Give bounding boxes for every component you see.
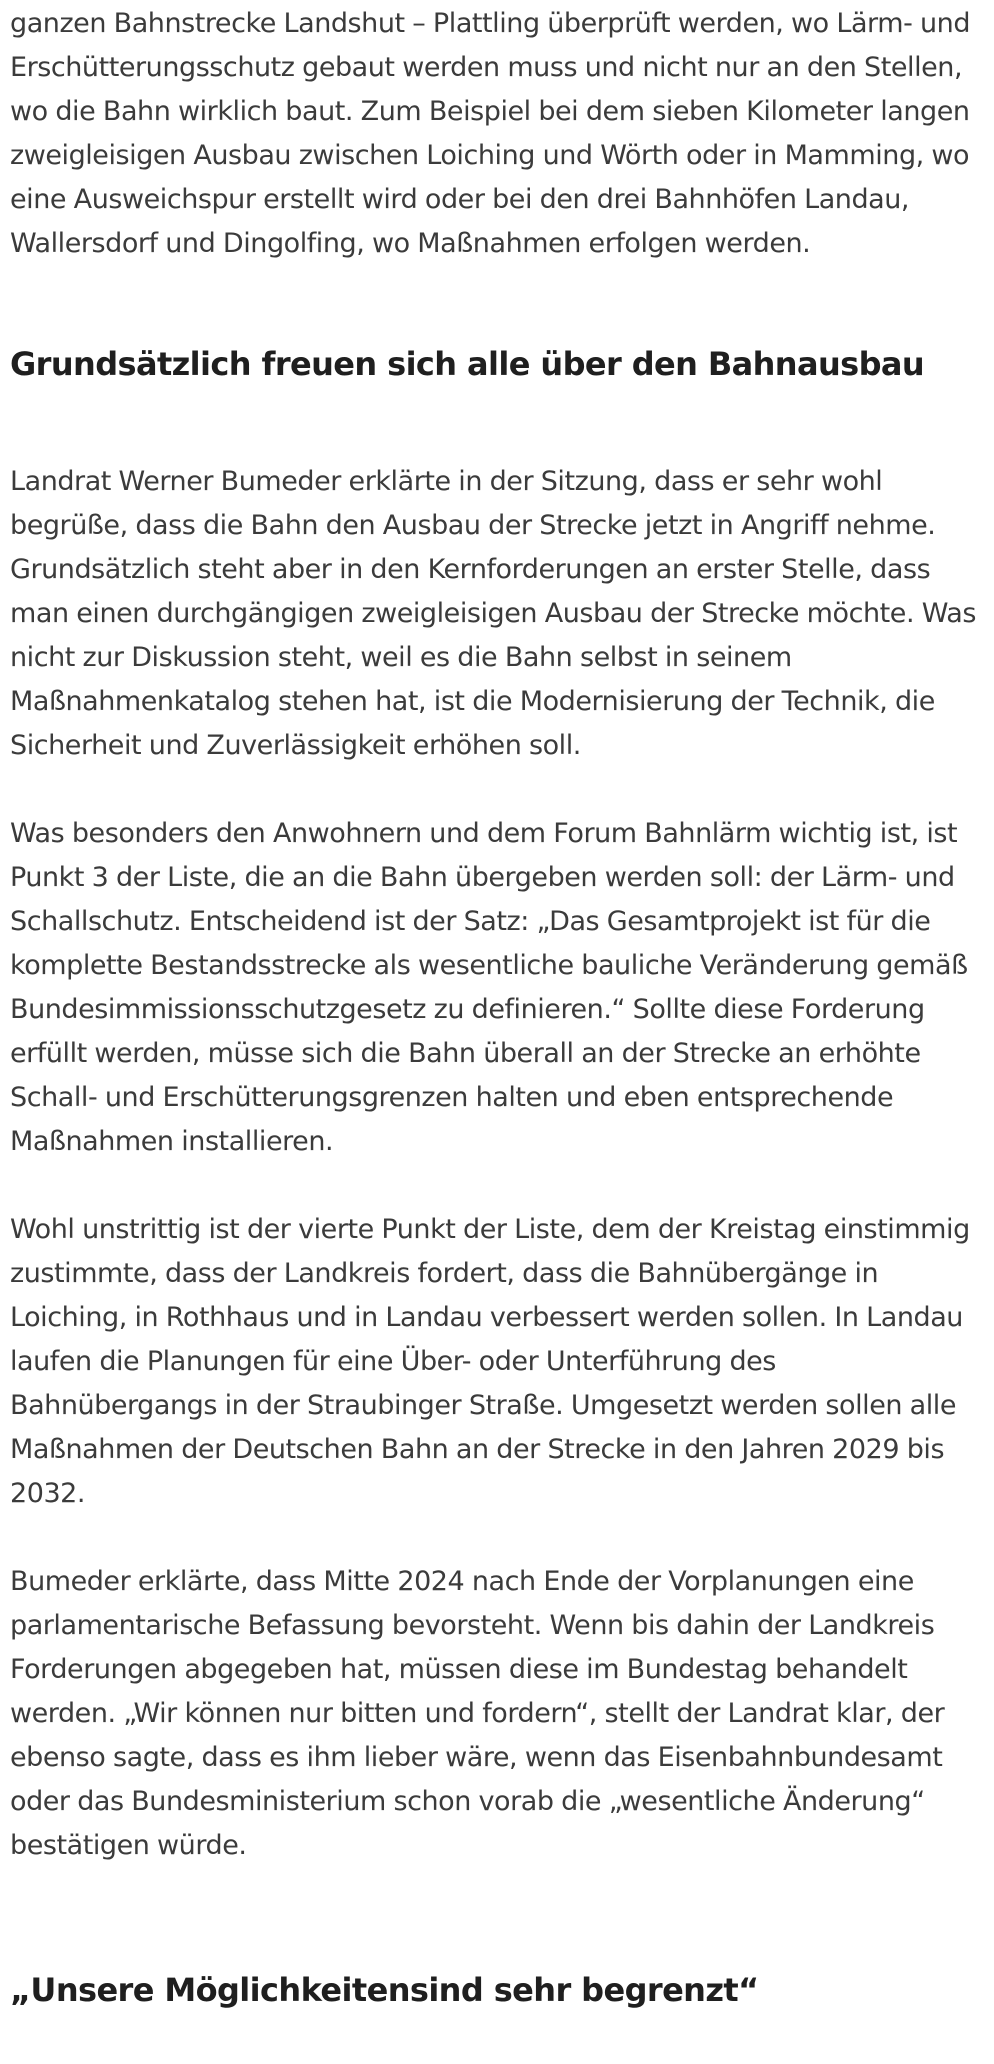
intro-paragraph: ganzen Bahnstrecke Landshut – Plattling überprüft werden, wo Lärm- und Erschütterungsschutz gebaut werden muss und nicht nur an den Stellen, wo die Bahn wirklich baut. Zum Beispiel bei dem sieben Kilometer langen zweigleisigen Ausbau zwischen Loiching und Wörth oder in Mamming, wo eine Ausweichspur erstellt wird oder bei den drei Bahnhöfen Landau, Wallersdorf und Dingolfing, wo Maßnahmen erfolgen werden. xyxy=(10,8,971,259)
paragraph-laermschutz: Was besonders den Anwohnern und dem Forum Bahnlärm wichtig ist, ist Punkt 3 der Liste, die an die Bahn übergeben werden soll: der Lärm- und Schallschutz. Entscheidend ist der Satz: „Das Gesamtprojekt ist für die komplette Bestandsstrecke als wesentliche bauliche Veränderung gemäß Bundesimmissionsschutzgesetz zu definieren.“ Sollte diese Forderung erfüllt werden, müsse sich die Bahn überall an der Strecke an erhöhte Schall- und Erschütterungsgrenzen halten und eben entsprechende Maßnahmen installieren. xyxy=(10,818,968,1157)
paragraph-landrat-bumeder: Landrat Werner Bumeder erklärte in der Sitzung, dass er sehr wohl begrüße, dass die Bahn den Ausbau der Strecke jetzt in Angriff nehme. Grundsätzlich steht aber in den Kernforderungen an erster Stelle, dass man einen durchgängigen zweigleisigen Ausbau der Strecke möchte. Was nicht zur Diskussion steht, weil es die Bahn selbst in seinem Maßnahmenkatalog stehen hat, ist die Modernisierung der Technik, die Sicherheit und Zuverlässigkeit erhöhen soll. xyxy=(10,466,976,761)
paragraph-bahnuebergaenge: Wohl unstrittig ist der vierte Punkt der Liste, dem der Kreistag einstimmig zustimmte, dass der Landkreis fordert, dass die Bahnübergänge in Loiching, in Rothhaus und in Landau verbessert werden sollen. In Landau laufen die Planungen für eine Über- oder Unterführung des Bahnübergangs in der Straubinger Straße. Umgesetzt werden sollen alle Maßnahmen der Deutschen Bahn an der Strecke in den Jahren 2029 bis 2032. xyxy=(10,1214,970,1509)
section-heading-moeglichkeiten: „Unsere Möglichkeitensind sehr begrenzt“ xyxy=(10,1971,759,2009)
section-heading-bahnausbau: Grundsätzlich freuen sich alle über den Bahnausbau xyxy=(10,345,925,383)
article-body xyxy=(10,0,985,2012)
paragraph-parlamentarische-befassung: Bumeder erklärte, dass Mitte 2024 nach Ende der Vorplanungen eine parlamentarische Befassung bevorsteht. Wenn bis dahin der Landkreis Forderungen abgegeben hat, müssen diese im Bundestag behandelt werden. „Wir können nur bitten und fordern“, stellt der Landrat klar, der ebenso sagte, dass es ihm lieber wäre, wenn das Eisenbahnbundesamt oder das Bundesministerium schon vorab die „wesentliche Änderung“ bestätigen würde. xyxy=(10,1566,945,1861)
